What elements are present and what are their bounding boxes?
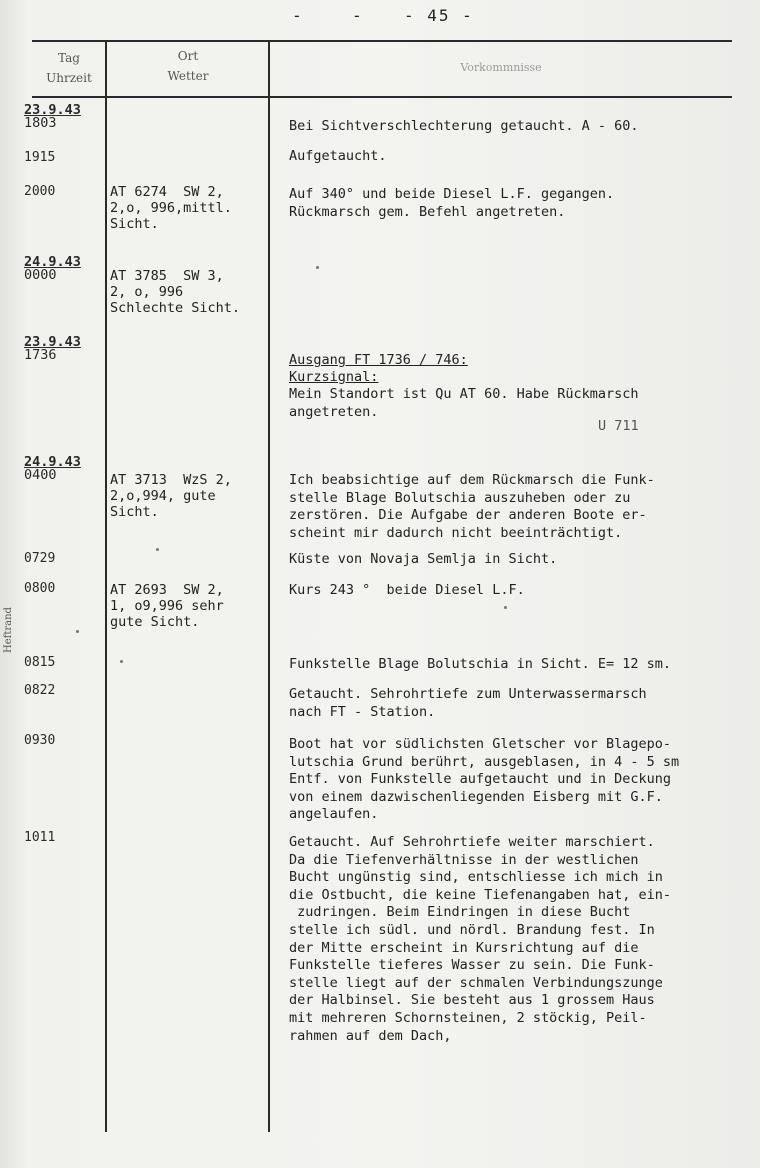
scan-speck [316, 266, 319, 269]
entry-datetime [24, 256, 104, 282]
scan-speck [156, 548, 159, 551]
header-ort-wetter [108, 46, 268, 86]
entry-date: 23.9.43 [24, 334, 81, 350]
entry-text: Ich beabsichtige auf dem Rückmarsch die Funk- stelle Blage Bolutschia auszuheben oder zu zerstören. Die Aufgabe der anderen Boote er- scheint mir dadurch nicht beeinträchtigt. [289, 472, 655, 541]
header-tag: Tag [58, 51, 80, 65]
entry-location-weather: AT 2693 SW 2, 1, o9,996 sehr gute Sicht. [110, 582, 224, 630]
page-number-text: - 45 - [404, 6, 474, 25]
entry-time: 1011 [24, 830, 56, 845]
scan-speck [76, 630, 79, 633]
entry-date: 24.9.43 [24, 254, 81, 270]
entry-time: 0822 [24, 683, 56, 698]
column-divider-1 [105, 42, 107, 1132]
entry-time: 1915 [24, 150, 56, 165]
header-ort: Ort [177, 49, 199, 63]
header-vorkommnisse: Vorkommnisse [460, 61, 542, 74]
entry-text: Getaucht. Auf Sehrohrtiefe weiter marschiert. Da die Tiefenverhältnisse in der westlichen Bucht ungünstig sind, entschliesse ich mich in die Ostbucht, die keine Tiefenangaben hat, ein- zudringen. Beim Eindringen in diese Bucht stelle ich südl. und nördl. Brandung fest. In der Mitte erscheint in Kursrichtung auf die Funkstelle tieferes Wasser zu sein. Die Funk- stelle liegt auf der schmalen Verbindungszunge der Halbinsel. Sie besteht aus 1 grossem Haus mit mehreren Schornsteinen, 2 stöckig, Peil- rahmen auf dem Dach, [289, 834, 672, 1044]
entry-time: 0729 [24, 551, 56, 566]
entry-time: 0815 [24, 655, 56, 670]
entry-time: 2000 [24, 184, 56, 199]
entry-time: 1736 [24, 347, 57, 363]
ft-heading: Ausgang FT 1736 / 746: [289, 352, 468, 368]
entry-text: Funkstelle Blage Bolutschia in Sicht. E= 12 sm. [289, 656, 672, 672]
entry-datetime [24, 336, 104, 362]
entry-location-weather: AT 3713 WzS 2, 2,o,994, gute Sicht. [110, 472, 232, 520]
header-tag-uhrzeit [34, 48, 104, 88]
entry-location-weather: AT 6274 SW 2, 2,o, 996,mittl. Sicht. [110, 184, 232, 232]
entry-date: 24.9.43 [24, 454, 81, 470]
entry-time: 0400 [24, 467, 57, 483]
entry-time: 0800 [24, 581, 56, 596]
header-uhrzeit: Uhrzeit [46, 71, 92, 85]
page-mark-2: - [352, 6, 364, 25]
entry-text: Mein Standort ist Qu AT 60. Habe Rückmarsch angetreten. [289, 386, 639, 420]
signature-u711: U 711 [598, 418, 639, 434]
header-wetter: Wetter [167, 69, 209, 83]
entry-time: 1803 [24, 115, 57, 131]
entry-text: Aufgetaucht. [289, 148, 387, 164]
entry-datetime [24, 104, 104, 130]
margin-label: Heftrand [3, 607, 14, 653]
entry-time: 0930 [24, 733, 56, 748]
table-top-rule [32, 40, 732, 42]
page-mark-1: - [292, 6, 304, 25]
scan-speck [504, 606, 507, 609]
entry-location-weather: AT 3785 SW 3, 2, o, 996 Schlechte Sicht. [110, 268, 241, 316]
entry-datetime [24, 456, 104, 482]
ft-subheading: Kurzsignal: [289, 369, 379, 385]
entry-time: 0000 [24, 267, 57, 283]
entry-text: Boot hat vor südlichsten Gletscher vor Blagepo- lutschia Grund berührt, ausgeblasen, in 4 - 5 sm Entf. von Funkstelle aufgetaucht und in Deckung von einem dazwischenliegenden Eisberg mit G.F. angelaufen. [289, 736, 680, 823]
entry-text: Getaucht. Sehrohrtiefe zum Unterwassermarsch nach FT - Station. [289, 686, 647, 720]
scan-speck [120, 660, 123, 663]
header-bottom-rule [32, 96, 732, 98]
entry-text: Küste von Novaja Semlja in Sicht. [289, 551, 558, 567]
entry-text: Kurs 243 ° beide Diesel L.F. [289, 582, 525, 598]
entry-text: Bei Sichtverschlechterung getaucht. A - 60. [289, 118, 639, 134]
entry-text: Auf 340° und beide Diesel L.F. gegangen. Rückmarsch gem. Befehl angetreten. [289, 186, 615, 220]
entry-date: 23.9.43 [24, 102, 81, 118]
